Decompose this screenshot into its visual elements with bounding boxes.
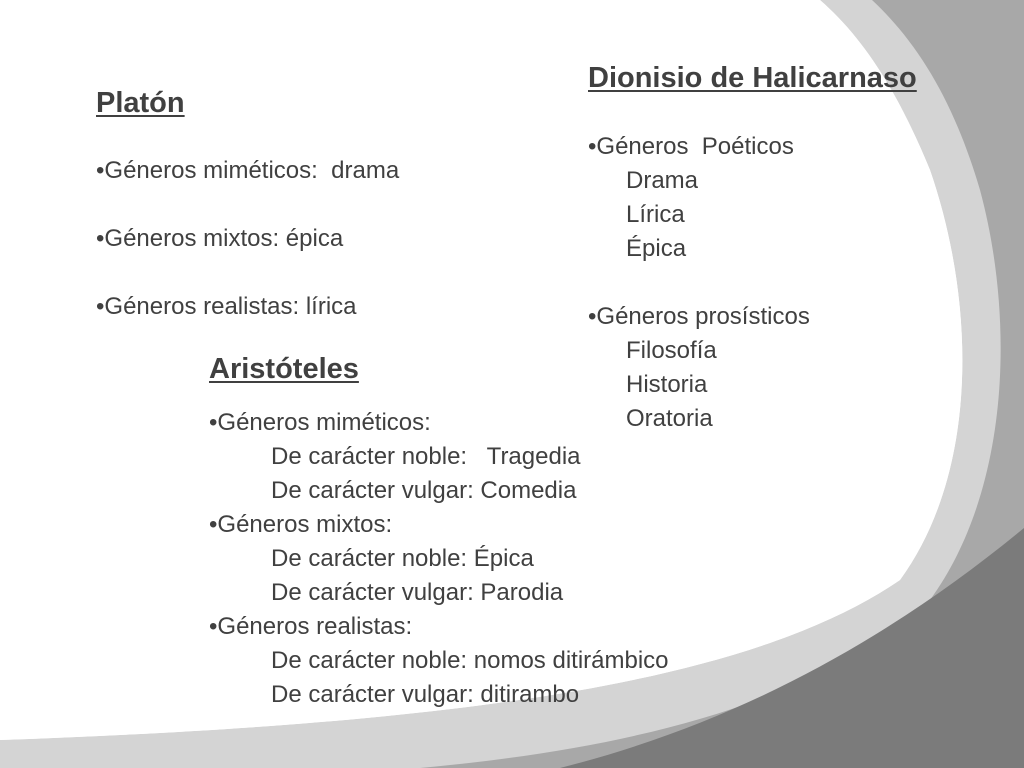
aristoteles-line: De carácter noble: Épica: [271, 545, 534, 572]
aristoteles-line: De carácter vulgar: Parodia: [271, 579, 564, 606]
aristoteles-line: •Géneros mixtos:: [209, 511, 393, 538]
aristoteles-line: De carácter vulgar: Comedia: [271, 477, 577, 504]
aristoteles-line: De carácter noble: Tragedia: [271, 443, 581, 470]
aristoteles-line: •Géneros miméticos:: [209, 409, 431, 436]
dionisio-prosisticos: •Géneros prosísticos: [588, 303, 810, 330]
platon-section: [96, 86, 399, 324]
dionisio-title: Dionisio de Halicarnaso: [588, 62, 917, 94]
dionisio-prosisticos-item: Filosofía: [626, 337, 717, 364]
dionisio-prosisticos-item: Oratoria: [626, 405, 713, 432]
dionisio-poeticos-item: Épica: [626, 235, 687, 262]
dionisio-poeticos-item: Lírica: [626, 201, 685, 228]
platon-item: •Géneros realistas: lírica: [96, 293, 357, 320]
platon-title: Platón: [96, 87, 185, 119]
dionisio-prosisticos-item: Historia: [626, 371, 708, 398]
platon-item: •Géneros miméticos: drama: [96, 157, 400, 184]
aristoteles-line: De carácter noble: nomos ditirámbico: [271, 647, 669, 674]
dionisio-poeticos-item: Drama: [626, 167, 699, 194]
dionisio-poeticos: •Géneros Poéticos: [588, 133, 794, 160]
aristoteles-section: [209, 352, 669, 712]
aristoteles-line: •Géneros realistas:: [209, 613, 413, 640]
platon-item: •Géneros mixtos: épica: [96, 225, 344, 252]
aristoteles-title: Aristóteles: [209, 353, 359, 385]
aristoteles-line: De carácter vulgar: ditirambo: [271, 681, 580, 708]
